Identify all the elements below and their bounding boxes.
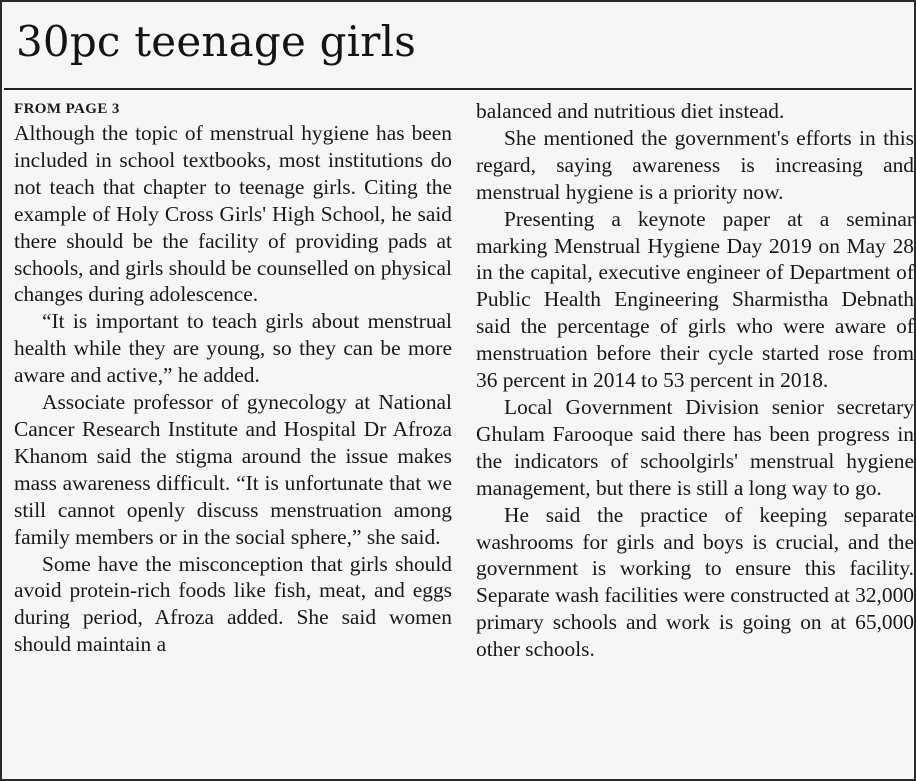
paragraph-right-4: Local Government Division senior secretary Ghulam Farooque said there has been progress in the indicators of schoolgirls' menstrual hygiene management, but there is still a long way to go. [476, 394, 914, 500]
paragraph-right-3: Presenting a keynote paper at a seminar marking Menstrual Hygiene Day 2019 on May 28 in the capital, executive engineer of Department of Public Health Engineering Sharmistha Debnath said the percentage of girls who were aware of menstruation before their cycle started rose from 36 percent in 2014 to 53 percent in 2018. [476, 206, 914, 393]
paragraph-right-2: She mentioned the government's efforts in this regard, saying awareness is increasing and menstrual hygiene is a priority now. [476, 125, 914, 204]
paragraph-right-1: balanced and nutritious diet instead. [476, 99, 785, 123]
paragraph-left-4: Some have the misconception that girls should avoid protein-rich foods like fish, meat, and eggs during period, Afroza added. She said women should maintain a [14, 551, 452, 657]
paragraph-right-5: He said the practice of keeping separate washrooms for girls and boys is crucial, and the government is working to ensure this facility. Separate wash facilities were constructed at 32,000 primary schools and work is going on at 65,000 other schools. [476, 502, 914, 662]
right-column [476, 98, 914, 663]
paragraph-left-2: “It is important to teach girls about menstrual health while they are young, so they can be more aware and active,” he added. [14, 309, 452, 388]
paragraph-left-3: Associate professor of gynecology at National Cancer Research Institute and Hospital Dr Afroza Khanom said the stigma around the issue makes mass awareness difficult. “It is unfortunate that we still cannot openly discuss menstruation among family members or in the social sphere,” she said. [14, 390, 452, 549]
left-column [14, 98, 452, 658]
continuation-kicker: FROM PAGE 3 [14, 101, 120, 117]
headline: 30pc teenage girls [16, 17, 416, 66]
paragraph-left-1: Although the topic of menstrual hygiene has been included in school textbooks, most institutions do not teach that chapter to teenage girls. Citing the example of Holy Cross Girls' High School, he said there should be the facility of providing pads at schools, and girls should be counselled on physical changes during adolescence. [14, 121, 452, 307]
headline-rule [4, 88, 912, 90]
